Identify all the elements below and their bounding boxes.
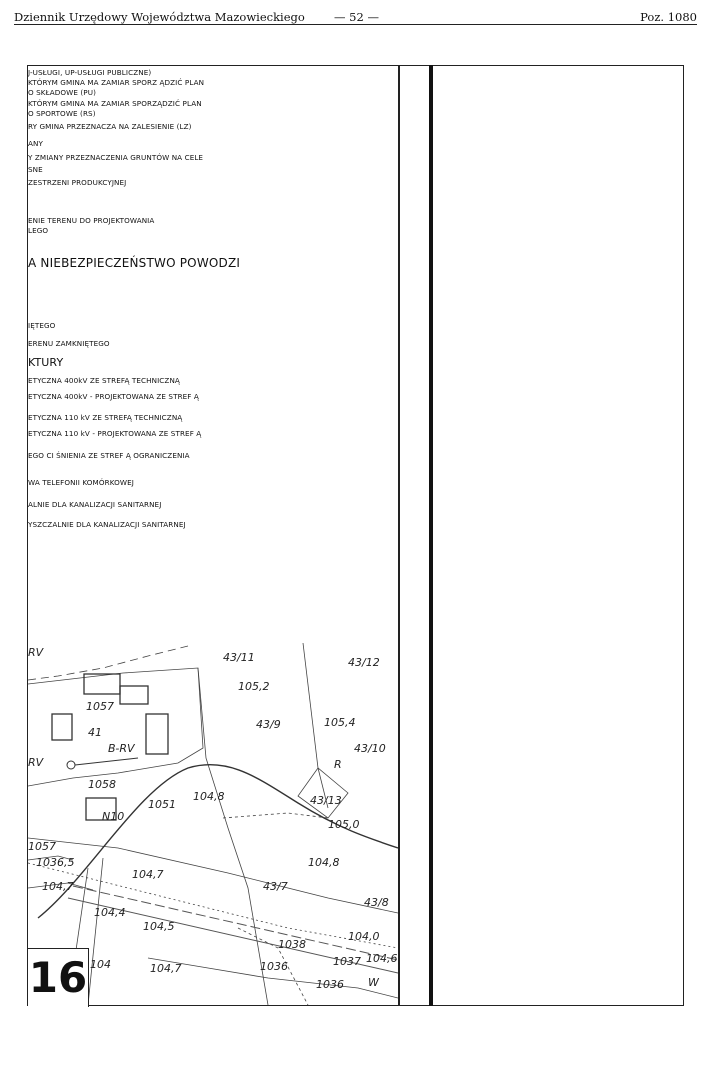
legend-line: ALNIE DLA KANALIZACJI SANITARNEJ [28, 500, 162, 509]
legend-line: IĘTEGO [28, 321, 56, 330]
map-label: 105,4 [324, 716, 356, 729]
map-label: 43/9 [256, 718, 281, 731]
map-label: 43/13 [310, 794, 342, 807]
legend-line: ETYCZNA 400kV - PROJEKTOWANA ZE STREF Ą [28, 392, 199, 401]
map-label: 1036 [316, 978, 344, 991]
legend-line: Y ZMIANY PRZEZNACZENIA GRUNTÓW NA CELE [28, 153, 204, 162]
map-label: 1037 [333, 955, 361, 968]
map-label: 104,7 [42, 880, 74, 893]
map-label: RV [28, 756, 44, 769]
legend-line: YSZCZALNIE DLA KANALIZACJI SANITARNEJ [28, 520, 186, 529]
map-label: 104,0 [348, 930, 380, 943]
map-label: RV [28, 646, 44, 659]
map-label: 105,0 [328, 818, 360, 831]
map-label: 1038 [278, 938, 306, 951]
legend-line: ETYCZNA 110 kV - PROJEKTOWANA ZE STREF Ą [28, 429, 202, 438]
map-label: 43/12 [348, 656, 380, 669]
map-label: 104,7 [132, 868, 164, 881]
legend-line: WA TELEFONII KOMÓRKOWEJ [28, 478, 134, 487]
map-label: R [334, 758, 342, 771]
legend-line: KTÓRYM GMINA MA ZAMIAR SPORZ ĄDZIĆ PLAN [28, 78, 205, 87]
legend-line: EGO CI ŚNIENIA ZE STREF Ą OGRANICZENIA [28, 451, 190, 460]
legend-line: ERENU ZAMKNIĘTEGO [28, 339, 110, 348]
map-label: 43/10 [354, 742, 386, 755]
map-legend [28, 67, 396, 627]
map-label: 105,2 [238, 680, 270, 693]
map-label: 104,6 [366, 952, 398, 965]
map-label: 1036,5 [36, 856, 75, 869]
map-label: 104,5 [143, 920, 175, 933]
page-header [14, 9, 697, 25]
page-number: — 52 — [334, 10, 379, 24]
map-label: 1057 [86, 700, 114, 713]
map-label: N10 [102, 810, 125, 823]
legend-line: KTÓRYM GMINA MA ZAMIAR SPORZĄDZIĆ PLAN [28, 99, 202, 108]
legend-line: RY GMINA PRZEZNACZA NA ZALESIENIE (LZ) [28, 122, 192, 131]
divider-line-thick [429, 65, 433, 1006]
map-label: 1036 [260, 960, 288, 973]
legend-line: O SKŁADOWE (PU) [28, 88, 97, 97]
legend-line: SNE [28, 165, 43, 174]
legend-line: J-USŁUGI, UP-USŁUGI PUBLICZNE) [28, 68, 152, 77]
map-label: W [368, 976, 379, 989]
map-label: 43/8 [364, 896, 389, 909]
legend-line: LEGO [28, 226, 49, 235]
legend-heading: KTURY [28, 356, 64, 369]
legend-line: ZESTRZENI PRODUKCYJNEJ [28, 178, 127, 187]
legend-line: ETYCZNA 400kV ZE STREFĄ TECHNICZNĄ [28, 376, 180, 385]
map-label: 1051 [148, 798, 176, 811]
legend-line: ETYCZNA 110 kV ZE STREFĄ TECHNICZNĄ [28, 413, 183, 422]
map-label: 1057 [28, 840, 56, 853]
map-label: 104,8 [193, 790, 225, 803]
journal-title: Dziennik Urzędowy Województwa Mazowieckiego [14, 10, 305, 24]
map-label: 104,7 [150, 962, 182, 975]
map-label: 104,8 [308, 856, 340, 869]
legend-heading: A NIEBEZPIECZEŃSTWO POWODZI [28, 256, 241, 270]
map-label: 104 [90, 958, 111, 971]
map-label: 41 [88, 726, 102, 739]
map-label: 1058 [88, 778, 116, 791]
map-label: 43/11 [223, 651, 255, 664]
position-number: Poz. 1080 [640, 10, 697, 24]
map-label: 104,4 [94, 906, 126, 919]
map-label: B-RV [108, 742, 135, 755]
legend-line: ANY [28, 139, 43, 148]
header-rule [14, 24, 697, 25]
legend-line: O SPORTOWE (RS) [28, 109, 96, 118]
sheet-number: 16 [28, 948, 89, 1007]
map-label: 43/7 [263, 880, 288, 893]
legend-line: ENIE TERENU DO PROJEKTOWANIA [28, 216, 155, 225]
divider-line-thin [398, 65, 400, 1006]
